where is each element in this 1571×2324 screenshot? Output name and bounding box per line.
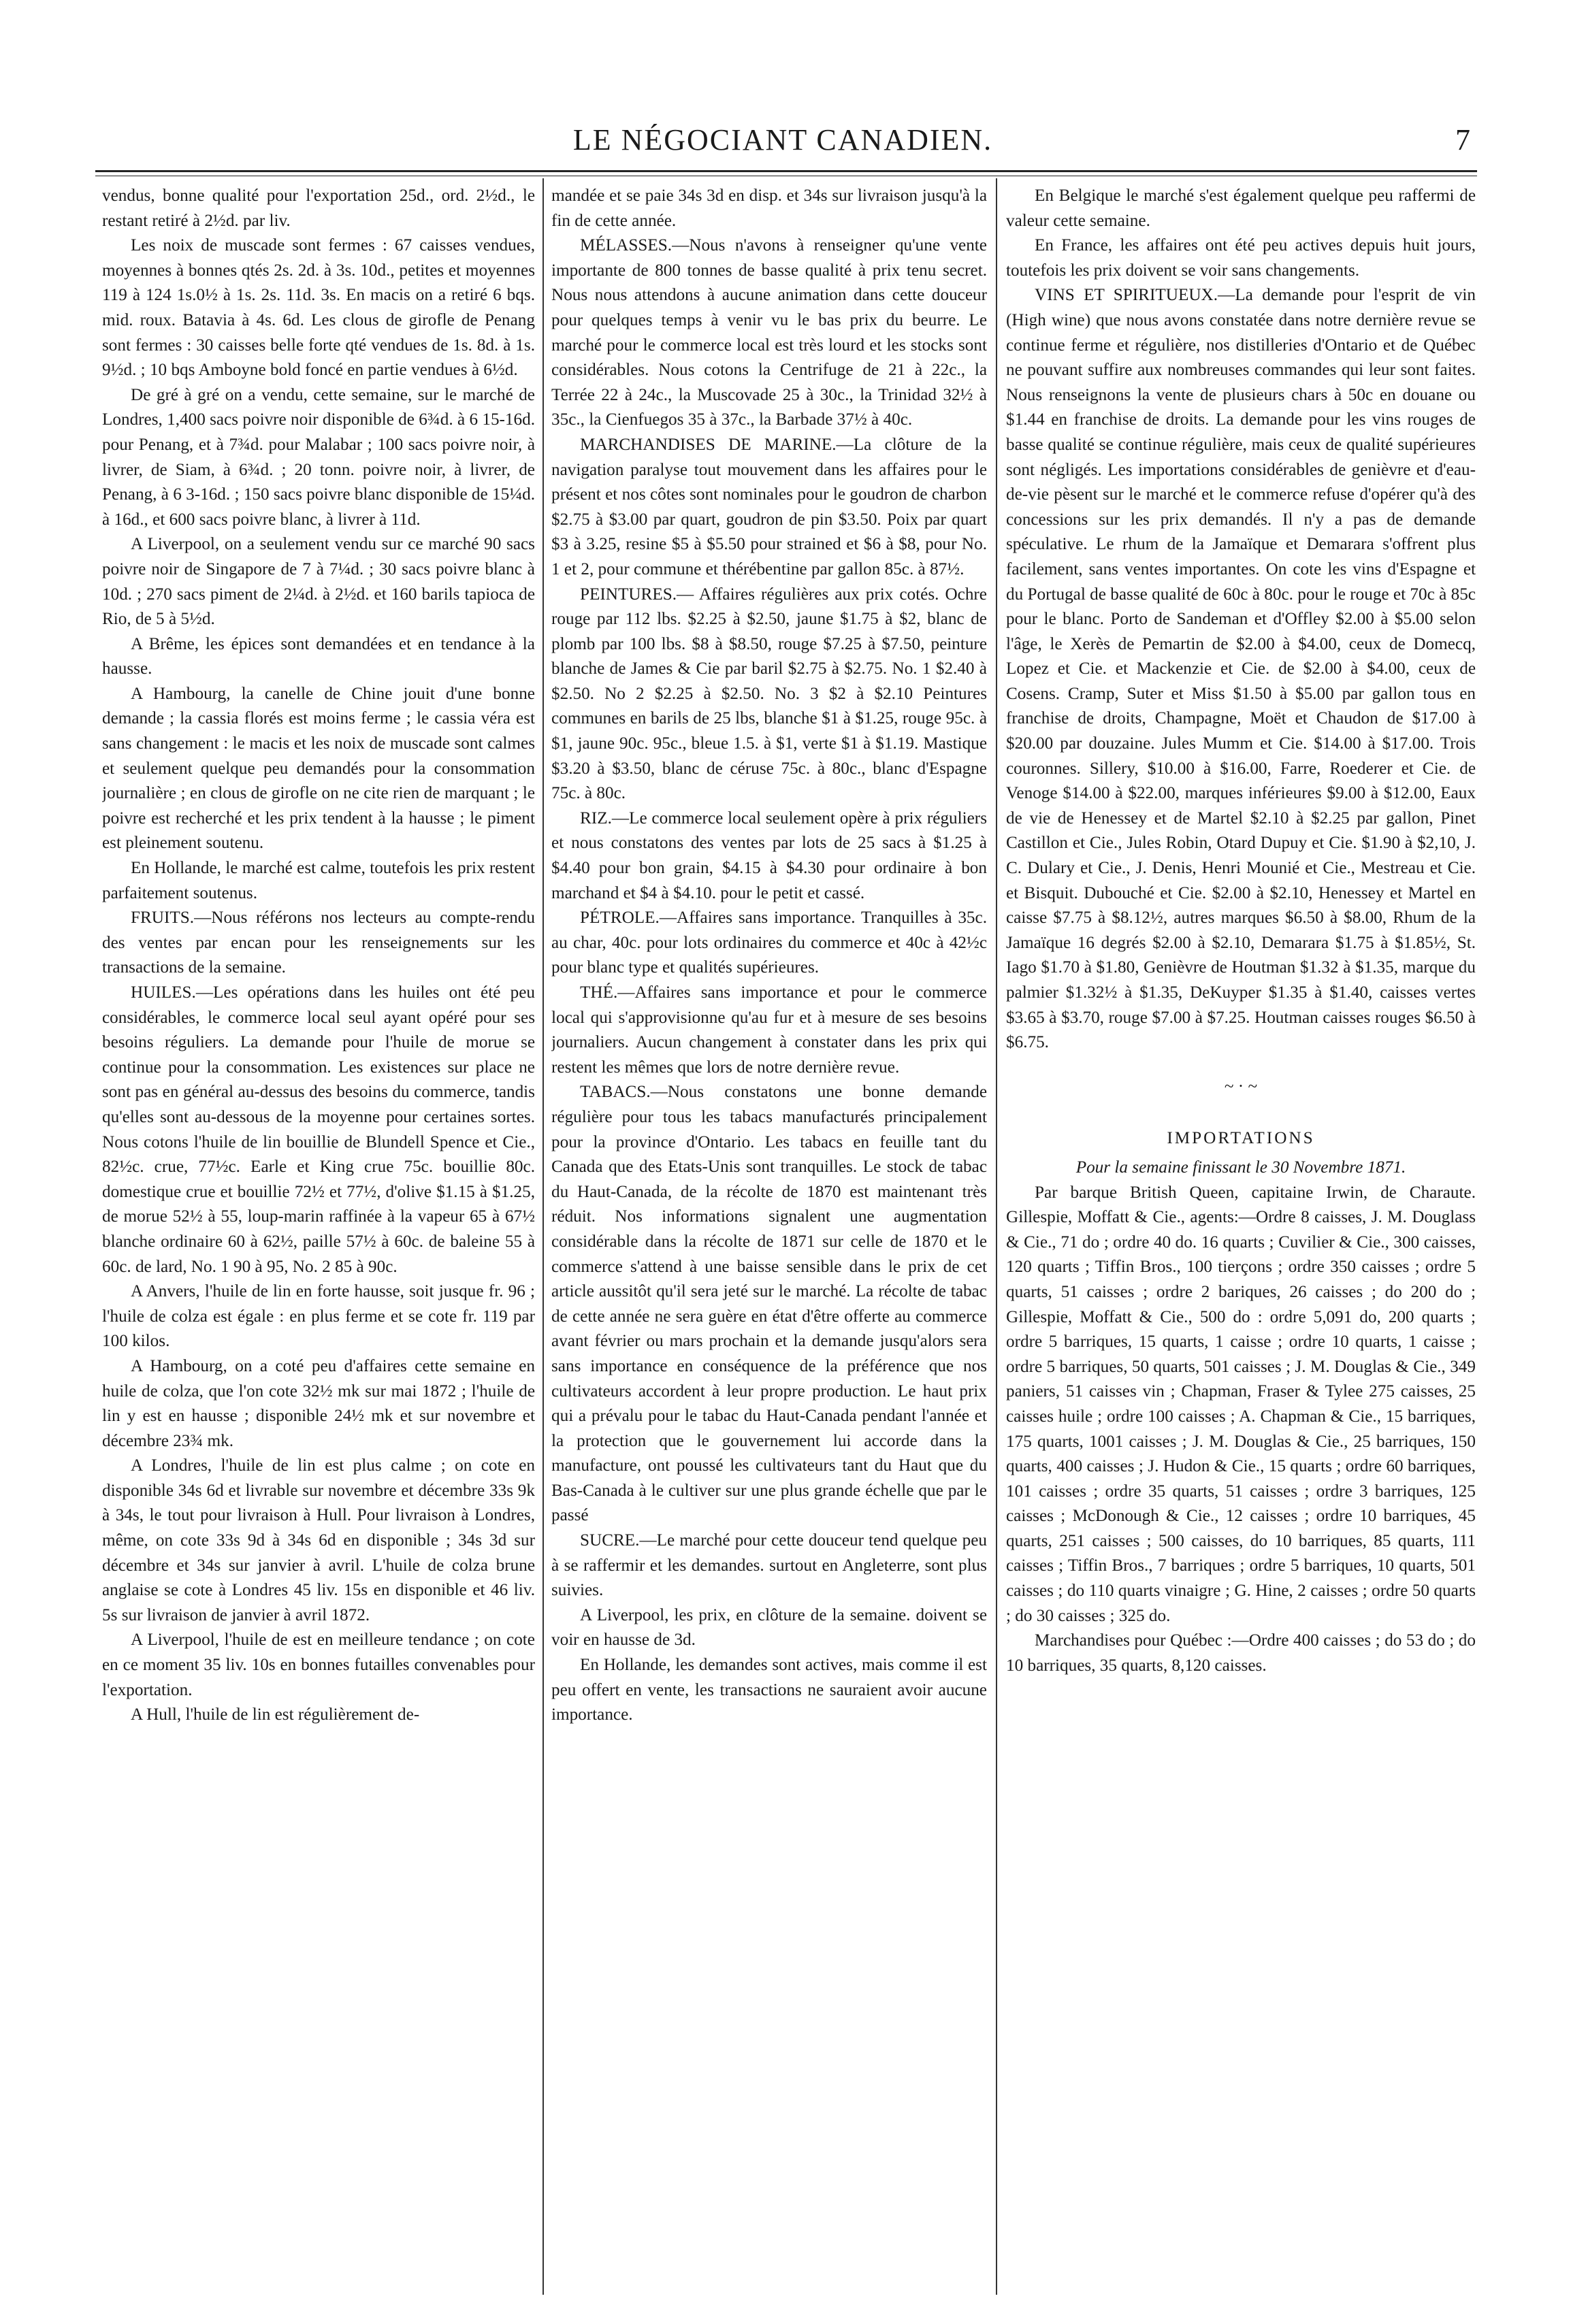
paragraph: En Belgique le marché s'est également quelque peu raffermi de valeur cette semaine. [1006, 186, 1476, 230]
paragraph: A Londres, l'huile de lin est plus calme ; on cote en disponible 34s 6d et livrable sur novembre et décembre 33s 9k à 34s, le tout pour livraison à Hull. Pour livraison à Londres, même, on cote 33s 9d à 34s 6d en disponible ; 34s 3d sur décembre et 34s sur janvier à avril. L'huile de colza brune anglaise se cote à Londres 45 liv. 15s en disponible et 46 liv. 5s sur livraison de janvier à avril 1872. [102, 1456, 535, 1624]
paragraph: A Liverpool, on a seulement vendu sur ce marché 90 sacs poivre noir de Singapore de 7 à 7¼d. ; 30 sacs poivre blanc à 10d. ; 270 sacs piment de 2¼d. à 2½d. et 160 barils tapioca de Rio, de 5 à 5½d. [102, 535, 535, 629]
paragraph: A Hull, l'huile de lin est régulièrement de- [131, 1705, 420, 1724]
paragraph-riz: RIZ.—Le commerce local seulement opère à prix réguliers et nous constatons des ventes par lots de 25 sacs à $1.25 à $4.40 pour bon grain, $4.15 à $4.30 pour ordinaire à bon marchand et $4 à $4.10. pour le petit et cassé. [551, 808, 987, 902]
paragraph-huiles: HUILES.—Les opérations dans les huiles ont été peu considérables, le commerce local seul ayant opéré pour ses besoins réguliers. La demande pour l'huile de morue se continue pour la consommation. Les existences sur place ne sont pas en général au-dessus des besoins du commerce, tandis qu'elles sont au-dessous de la moyenne pour certaines sortes. Nous cotons l'huile de lin bouillie de Blundell Spence et Cie., 82½c. crue, 77½c. Earle et King crue 75c. bouillie 80c. domestique crue et bouillie 72½ et 77½, d'olive $1.15 à $1.25, de morue 52½ à 55, loup-marin raffinée à la vapeur 65 à 67½ blanche ordinaire 60 à 62½, paille 57½ à 60c. de baleine 55 à 60c. de lard, No. 1 90 à 95, No. 2 85 à 90c. [102, 983, 535, 1276]
paragraph-marine: MARCHANDISES DE MARINE.—La clôture de la navigation paralyse tout mouvement dans les affaires pour le présent et nos côtes sont nominales pour le goudron de charbon $2.75 à $3.00 par quart, goudron de pin $3.50. Poix par quart $3 à 3.25, resine $5 à $5.50 pour strained et $6 à $8, pour No. 1 et 2, pour commune et thérébentine par gallon 85c. à 87½. [551, 435, 987, 578]
page-header [95, 116, 1470, 170]
section-heading-importations: IMPORTATIONS [1167, 1129, 1315, 1148]
paragraph: vendus, bonne qualité pour l'exportation 25d., ord. 2½d., le restant retiré à 2½d. par liv. [102, 186, 535, 230]
paragraph-petrole: PÉTROLE.—Affaires sans importance. Tranquilles à 35c. au char, 40c. pour lots ordinaires du commerce et 40c à 42½c pour blanc type et qualités supérieures. [551, 909, 987, 977]
paragraph: A Anvers, l'huile de lin en forte hausse, soit jusque fr. 96 ; l'huile de colza est égale : en plus ferme et se cote fr. 119 par 100 kilos. [102, 1282, 535, 1351]
paragraph-quebec: Marchandises pour Québec :—Ordre 400 caisses ; do 53 do ; do 10 barriques, 35 quarts, 8,120 caisses. [1006, 1631, 1476, 1675]
paragraph: mandée et se paie 34s 3d en disp. et 34s sur livraison jusqu'à la fin de cette année. [551, 186, 987, 230]
paragraph: A Liverpool, les prix, en clôture de la semaine. doivent se voir en hausse de 3d. [551, 1605, 987, 1650]
column-divider [542, 178, 544, 2295]
paragraph-the: THÉ.—Affaires sans importance et pour le commerce local qui s'approvisionne qu'au fur et à mesure de ses besoins journaliers. Aucun changement à constater dans les prix qui restent les mêmes que lors de notre dernière revue. [551, 983, 987, 1077]
paragraph-tabacs: TABACS.—Nous constatons une bonne demande régulière pour tous les tabacs manufacturés principalement pour la province d'Ontario. Les tabacs en feuille tant du Canada que des Etats-Unis sont tranquilles. Le stock de tabac du Haut-Canada, de la récolte de 1870 est maintenant très réduit. Nos informations signalent une augmentation considérable dans la récolte de 1871 sur celle de 1870 et le commerce s'attend à une baisse sensible dans le prix de cet article aussitôt qu'il sera jeté sur le marché. La récolte de tabac de cette année ne sera guère en état d'être offerte au commerce avant février ou mars prochain et la demande jusqu'alors sera sans importance en conséquence de la préférence que nos cultivateurs accordent à leur propre production. Le haut prix qui a prévalu pour le tabac du Haut-Canada pendant l'année et la protection que le gouvernement lui accorde dans la manufacture, ont poussé les cultivateurs tant du Haut que du Bas-Canada à le cultiver sur une plus grande échelle que par le passé [551, 1083, 987, 1525]
paragraph-melasses: MÉLASSES.—Nous n'avons à renseigner qu'une vente importante de 800 tonnes de basse qualité à prix tenu secret. Nous nous attendons à aucune animation dans cette douceur pour quelques temps à venir vu le bas prix du beurre. Le marché pour le commerce local est très lourd et les stocks sont considérables. Nous cotons la Centrifuge de 21 à 22c., la Terrée 22 à 24c., la Muscovade 25 à 30c., la Trinidad 32½ à 35c., la Cienfuegos 35 à 37c., la Barbade 37½ à 40c. [551, 236, 987, 429]
header-rule [95, 170, 1477, 172]
column-divider [996, 178, 997, 2295]
paragraph: De gré à gré on a vendu, cette semaine, sur le marché de Londres, 1,400 sacs poivre noir disponible de 6¾d. à 6 15-16d. pour Penang, et à 7¾d. pour Malabar ; 100 sacs poivre noir, à livrer, de Siam, à 6¾d. ; 20 tonn. poivre noir, à livrer, de Penang, à 6 3-16d. ; 150 sacs poivre blanc disponible de 15¼d. à 16d., et 600 sacs poivre blanc, à livrer à 11d. [102, 385, 535, 529]
column-middle [551, 184, 987, 2300]
paragraph: A Liverpool, l'huile de est en meilleure tendance ; on cote en ce moment 35 liv. 10s en bonnes futailles convenables pour l'exportation. [102, 1631, 535, 1699]
paragraph: En France, les affaires ont été peu actives depuis huit jours, toutefois les prix doivent se voir sans changements. [1006, 236, 1476, 280]
section-subheading: Pour la semaine finissant le 30 Novembre 1871. [1075, 1158, 1406, 1177]
paragraph: A Hambourg, la canelle de Chine jouit d'une bonne demande ; la cassia florés est moins ferme ; le cassia véra est sans changement : le macis et les noix de muscade sont calmes et seulement quelque peu demandés pour la consommation journalière ; en clous de girofle on ne cite rien de marquant ; le poivre est recherché et les prix tendent à la hausse ; le piment est pleinement soutenu. [102, 684, 535, 853]
paragraph-sucre: SUCRE.—Le marché pour cette douceur tend quelque peu à se raffermir et les demandes. surtout en Angleterre, sont plus suivies. [551, 1531, 987, 1600]
paragraph-fruits: FRUITS.—Nous référons nos lecteurs au compte-rendu des ventes par encan pour les renseignements sur les transactions de la semaine. [102, 909, 535, 977]
ornament: ~ · ~ [1224, 1077, 1258, 1096]
paragraph-vins: VINS ET SPIRITUEUX.—La demande pour l'esprit de vin (High wine) que nous avons constatée dans notre dernière revue se continue ferme et régulière, nos distilleries d'Ontario et de Québec ne pouvant suffire aux nombreuses commandes qui leur sont faites. Nous renseignons la vente de plusieurs chars à 50c en douane ou $1.44 en franchise de droits. La demande pour les vins rouges de basse qualité se continue régulière, mais ceux de qualité supérieures sont négligés. Les importations considérables de genièvre et d'eau-de-vie pèsent sur le marché et le commerce refuse d'opérer qu'à des concessions sur les prix demandés. Il n'y a pas de demande spéculative. Le rhum de la Jamaïque et Demarara s'offrent plus facilement, sans ventes importantes. On cote les vins d'Espagne et du Portugal de basse qualité de 60c à 80c. pour le rouge et 70c à 85c pour le blanc. Porto de Sandeman et d'Offley $2.00 à $5.00 selon l'âge, le Xerès de Pemartin de $2.00 à $4.00, ceux de Domecq, Lopez et Cie. et Mackenzie et Cie. de $2.00 à $4.00, ceux de Cosens. Cramp, Suter et Miss $1.50 à $5.00 par gallon tous en franchise de droits, Champagne, Moët et Chaudon de $17.00 à $20.00 par douzaine. Jules Mumm et Cie. $14.00 à $17.00. Trois couronnes. Sillery, $10.00 à $16.00, Farre, Roederer et Cie. de Venoge $14.00 à $22.00, marques inférieures $9.00 à $12.00, Eaux de vie de Henessey et de Martel $2.10 à $2.25 par gallon, Pinet Castillon et Cie., Jules Robin, Otard Dupuy et Cie. $1.90 à $2,10, J. C. Dulary et Cie., J. Denis, Henri Mounié et Cie., Mestreau et Cie. et Bisquit. Dubouché et Cie. $2.00 à $2.10, Henessey et Martel en caisse $7.75 à $8.12½, autres marques $6.50 à $8.00, Rhum de la Jamaïque 16 degrés $2.00 à $2.10, Demarara $1.75 à $1.85½, St. Iago $1.70 à $1.80, Genièvre de Houtman $1.32 à $1.35, marque du palmier $1.32½ à $1.35, DeKuyper $1.35 à $1.40, caisses vertes $3.65 à $3.70, rouge $7.00 à $7.25. Houtman caisses rouges $6.50 à $6.75. [1006, 286, 1476, 1052]
paragraph: En Hollande, le marché est calme, toutefois les prix restent parfaitement soutenus. [102, 859, 535, 902]
paragraph: En Hollande, les demandes sont actives, mais comme il est peu offert en vente, les transactions ne sauraient avoir aucune importance. [551, 1656, 987, 1724]
page-number: 7 [1455, 123, 1470, 157]
paragraph: A Hambourg, on a coté peu d'affaires cette semaine en huile de colza, que l'on cote 32½ mk sur mai 1872 ; l'huile de lin y est en hausse ; disponible 24½ mk et sur novembre et décembre 23¾ mk. [102, 1356, 535, 1450]
paragraph: Les noix de muscade sont fermes : 67 caisses vendues, moyennes à bonnes qtés 2s. 2d. à 3s. 10d., petites et moyennes 119 à 124 1s.0½ à 1s. 2s. 11d. 3s. En macis on a retiré 6 bqs. mid. roux. Batavia à 4s. 6d. Les clous de girofle de Penang sont fermes : 30 caisses belle forte qté vendues de 1s. 8d. à 1s. 9½d. ; 10 bqs Amboyne bold foncé en partie vendues à 6½d. [102, 236, 535, 380]
column-right [1006, 184, 1476, 2300]
paragraph: A Brême, les épices sont demandées et en tendance à la hausse. [102, 634, 535, 678]
column-left [102, 184, 535, 2300]
paragraph-imports: Par barque British Queen, capitaine Irwin, de Charaute. Gillespie, Moffatt & Cie., agents:—Ordre 8 caisses, J. M. Douglass & Cie., 71 do ; ordre 40 do. 16 quarts ; Cuvilier & Cie., 300 caisses, 120 quarts ; Tiffin Bros., 100 tierçons ; ordre 350 caisses ; ordre 5 quarts, 51 caisses ; ordre 2 bariques, 26 caisses ; do 200 do ; Gillespie, Moffatt & Cie., 500 do : ordre 5,091 do, 200 quarts ; ordre 5 barriques, 15 quarts, 1 caisse ; ordre 10 quarts, 1 caisse ; ordre 5 barriques, 50 quarts, 501 caisses ; J. M. Douglas & Cie., 349 paniers, 51 caisses vin ; Chapman, Fraser & Tylee 275 caisses, 25 caisses huile ; ordre 100 caisses ; A. Chapman & Cie., 15 barriques, 175 quarts, 1001 caisses ; J. M. Douglas & Cie., 25 barriques, 150 quarts, 400 caisses ; J. Hudon & Cie., 15 quarts ; ordre 60 barriques, 101 caisses ; ordre 35 quarts, 51 caisses ; ordre 3 barriques, 125 caisses ; McDonough & Cie., 12 caisses ; ordre 10 barriques, 45 quarts, 251 caisses ; 500 caisses, do 10 barriques, 85 quarts, 111 caisses ; Tiffin Bros., 7 barriques ; ordre 5 barriques, 10 quarts, 501 caisses ; do 110 quarts vinaigre ; G. Hine, 2 caisses ; ordre 50 quarts ; do 30 caisses ; 325 do. [1006, 1183, 1476, 1625]
newspaper-title: LE NÉGOCIANT CANADIEN. [572, 123, 993, 157]
paragraph-peintures: PEINTURES.— Affaires régulières aux prix cotés. Ochre rouge par 112 lbs. $2.25 à $2.50, jaune $1.75 à $2, blanc de plomb par 100 lbs. $8 à $8.50, rouge $7.25 à $7.50, peinture blanche de James & Cie par baril $2.75 à $2.75. No. 1 $2.40 à $2.50. No 2 $2.25 à $2.50. No. 3 $2 à $2.10 Peintures communes en barils de 25 lbs, blanche $1 à $1.25, rouge 95c. à $1, jaune 90c. 95c., bleue 1.5. à $1, verte $1 à $1.19. Mastique $3.20 à $3.50, blanc de céruse 75c. à 80c., blanc d'Espagne 75c. à 80c. [551, 585, 987, 803]
